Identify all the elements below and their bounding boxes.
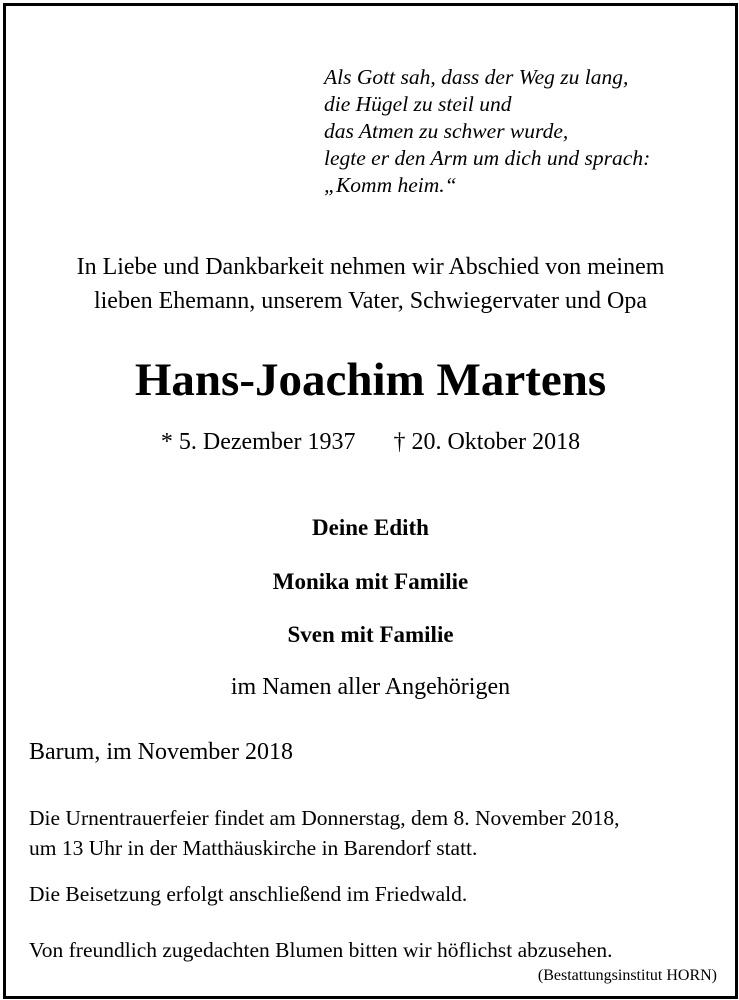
service-line: um 13 Uhr in der Matthäuskirche in Barendorf statt. — [29, 836, 478, 860]
poem-line: „Komm heim.“ — [324, 173, 457, 197]
mourner-name: Deine Edith — [312, 515, 429, 540]
life-dates — [6, 427, 735, 457]
death-date: † 20. Oktober 2018 — [393, 429, 581, 455]
on-behalf-line: im Namen aller Angehörigen — [230, 674, 511, 700]
intro-line: lieben Ehemann, unserem Vater, Schwiegervater und Opa — [93, 288, 648, 314]
poem-line: die Hügel zu steil und — [324, 92, 512, 116]
obituary-notice — [3, 3, 738, 999]
mourner-name: Sven mit Familie — [287, 622, 454, 647]
burial-info: Die Beisetzung erfolgt anschließend im Friedwald. — [29, 882, 468, 906]
flowers-request: Von freundlich zugedachten Blumen bitten wir höflichst abzusehen. — [29, 938, 613, 962]
service-info — [29, 803, 619, 863]
deceased-name: Hans-Joachim Martens — [134, 354, 607, 406]
poem-line: das Atmen zu schwer wurde, — [324, 119, 569, 143]
poem-line: legte er den Arm um dich und sprach: — [324, 146, 651, 170]
birth-date: * 5. Dezember 1937 — [160, 429, 356, 455]
farewell-intro — [6, 250, 735, 318]
poem-line: Als Gott sah, dass der Weg zu lang, — [324, 65, 629, 89]
funeral-home-credit: (Bestattungsinstitut HORN) — [537, 967, 717, 984]
service-line: Die Urnentrauerfeier findet am Donnerstag, dem 8. November 2018, — [29, 806, 620, 830]
place-and-date: Barum, im November 2018 — [29, 739, 293, 765]
poem — [324, 64, 650, 199]
intro-line: In Liebe und Dankbarkeit nehmen wir Abschied von meinem — [76, 254, 665, 280]
mourner-name: Monika mit Familie — [272, 569, 469, 594]
